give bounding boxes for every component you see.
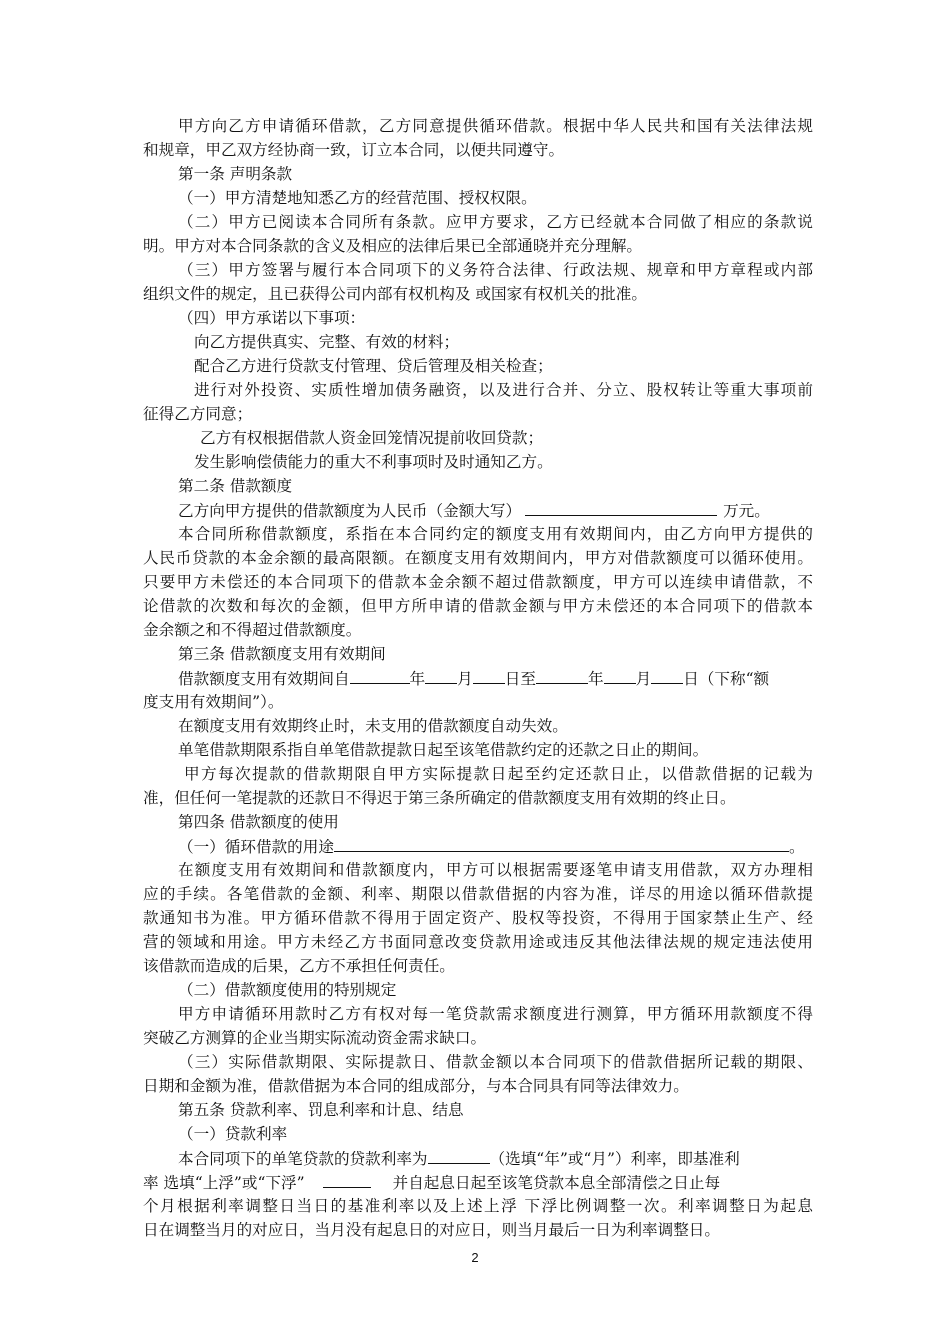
text-fragment: 月: [635, 670, 652, 688]
text-line: （一）甲方清楚地知悉乙方的经营范围、授权权限。: [178, 189, 537, 207]
text-line: 应的手续。各笔借款的金额、利率、期限以借款借据的内容为准，详尽的用途以循环借款提: [143, 885, 813, 903]
text-line: 配合乙方进行贷款支付管理、贷后管理及相关检查；: [194, 357, 553, 375]
text-fragment: 年: [409, 670, 426, 688]
text-line: 发生影响偿债能力的重大不利事项时及时通知乙方。: [194, 453, 553, 471]
text-line: 在额度支用有效期终止时，未支用的借款额度自动失效。: [178, 717, 568, 735]
article-heading: 第四条 借款额度的使用: [178, 813, 339, 831]
text-line: 甲方每次提款的借款期限自甲方实际提款日起至约定还款日止，以借款借据的记载为: [184, 765, 813, 783]
blank-end-day[interactable]: [651, 666, 683, 684]
text-line: 在额度支用有效期间和借款额度内，甲方可以根据需要逐笔申请支用借款，双方办理相: [178, 861, 813, 879]
text-line: 进行对外投资、实质性增加债务融资，以及进行合并、分立、股权转让等重大事项前: [194, 381, 813, 399]
text-line: 向乙方提供真实、完整、有效的材料；: [194, 333, 460, 351]
article-heading: 第一条 声明条款: [178, 165, 293, 183]
text-fragment: 日至: [504, 670, 536, 688]
text-line: 突破乙方测算的企业当期实际流动资金需求缺口。: [143, 1029, 487, 1047]
text-line: （三）甲方签署与履行本合同项下的义务符合法律、行政法规、规章和甲方章程或内部: [178, 261, 813, 279]
blank-purpose-field[interactable]: [334, 834, 789, 852]
text-line: 金余额之和不得超过借款额度。: [143, 621, 362, 639]
text-fragment: （一）循环借款的用途: [178, 838, 334, 856]
blank-amount-field[interactable]: [525, 498, 717, 516]
text-line: 和规章，甲乙双方经协商一致，订立本合同，以便共同遵守。: [143, 141, 565, 159]
text-fragment: 日（下称“额: [683, 670, 770, 688]
text-fragment: 并自起息日起至该笔贷款本息全部清偿之日止每: [392, 1174, 721, 1192]
blank-end-year[interactable]: [536, 666, 588, 684]
blank-end-month[interactable]: [604, 666, 636, 684]
text-line: 甲方向乙方申请循环借款，乙方同意提供循环借款。根据中华人民共和国有关法律法规: [178, 117, 813, 135]
blank-rate-field[interactable]: [428, 1146, 490, 1164]
text-fragment: 借款额度支用有效期间自: [178, 670, 350, 688]
text-line: [178, 498, 848, 523]
text-line: 甲方申请循环用款时乙方有权对每一笔贷款需求额度进行测算，甲方循环用款额度不得: [178, 1005, 813, 1023]
page-number: 2: [471, 1250, 479, 1265]
text-line: 征得乙方同意；: [143, 405, 253, 423]
text-line: 个月根据利率调整日当日的基准利率以及上述上浮 下浮比例调整一次。利率调整日为起息: [143, 1197, 813, 1215]
text-line: 准，但任何一笔提款的还款日不得迟于第三条所确定的借款额度支用有效期的终止日。: [143, 789, 736, 807]
text-fragment: 乙方向甲方提供的借款额度为人民币（金额大写）: [178, 502, 522, 520]
text-line: 只要甲方未偿还的本合同项下的借款本金余额不超过借款额度，甲方可以连续申请借款，不: [143, 573, 813, 591]
text-fragment: 。: [788, 838, 805, 856]
blank-start-day[interactable]: [473, 666, 505, 684]
text-line: 日期和金额为准，借款借据为本合同的组成部分，与本合同具有同等法律效力。: [143, 1077, 689, 1095]
text-line: 论借款的次数和每次的金额，但甲方所申请的借款金额与甲方未偿还的本合同项下的借款本: [143, 597, 813, 615]
text-line: （四）甲方承诺以下事项：: [178, 309, 366, 327]
text-line: [178, 1146, 848, 1171]
text-line: [178, 834, 848, 859]
text-line: （二）借款额度使用的特别规定: [178, 981, 397, 999]
text-fragment: 月: [457, 670, 473, 688]
blank-start-year[interactable]: [350, 666, 410, 684]
text-line: 单笔借款期限系指自单笔借款提款日起至该笔借款约定的还款之日止的期间。: [178, 741, 709, 759]
text-fragment: 年: [587, 670, 604, 688]
article-heading: 第二条 借款额度: [178, 477, 293, 495]
text-line: 组织文件的规定，且已获得公司内部有权机构及 或国家有权机关的批准。: [143, 285, 647, 303]
text-line: 日在调整当月的对应日，当月没有起息日的对应日，则当月最后一日为利率调整日。: [143, 1221, 720, 1239]
text-line: （三）实际借款期限、实际提款日、借款金额以本合同项下的借款借据所记载的期限、: [178, 1053, 813, 1071]
text-line: 款通知书为准。甲方循环借款不得用于固定资产、股权等投资，不得用于国家禁止生产、经: [143, 909, 813, 927]
text-line: [143, 1170, 813, 1195]
text-line: 度支用有效期间”）。: [143, 693, 284, 711]
text-fragment: 本合同项下的单笔贷款的贷款利率为: [178, 1150, 428, 1168]
text-line: 明。甲方对本合同条款的含义及相应的法律后果已全部通晓并充分理解。: [143, 237, 643, 255]
text-line: 该借款而造成的后果，乙方不承担任何责任。: [143, 957, 455, 975]
blank-float-field[interactable]: [323, 1170, 371, 1188]
article-heading: 第五条 贷款利率、罚息利率和计息、结息: [178, 1101, 464, 1119]
text-line: 营的领域和用途。甲方未经乙方书面同意改变贷款用途或违反其他法律法规的规定违法使用: [143, 933, 813, 951]
text-fragment: 率 选填“上浮”或“下浮”: [143, 1174, 305, 1192]
text-line: （二）甲方已阅读本合同所有条款。应甲方要求，乙方已经就本合同做了相应的条款说: [178, 213, 813, 231]
text-line: 乙方有权根据借款人资金回笼情况提前收回贷款；: [200, 429, 544, 447]
text-fragment: 万元。: [723, 502, 770, 520]
blank-start-month[interactable]: [425, 666, 457, 684]
text-fragment: （选填“年”或“月”）利率，即基准利: [489, 1150, 740, 1168]
text-line: 本合同所称借款额度，系指在本合同约定的额度支用有效期间内，由乙方向甲方提供的: [178, 525, 813, 543]
text-line: 人民币贷款的本金余额的最高限额。在额度支用有效期间内，甲方对借款额度可以循环使用。: [143, 549, 813, 567]
article-heading: 第三条 借款额度支用有效期间: [178, 645, 386, 663]
text-line: （一）贷款利率: [178, 1125, 288, 1143]
text-line: [178, 666, 848, 691]
